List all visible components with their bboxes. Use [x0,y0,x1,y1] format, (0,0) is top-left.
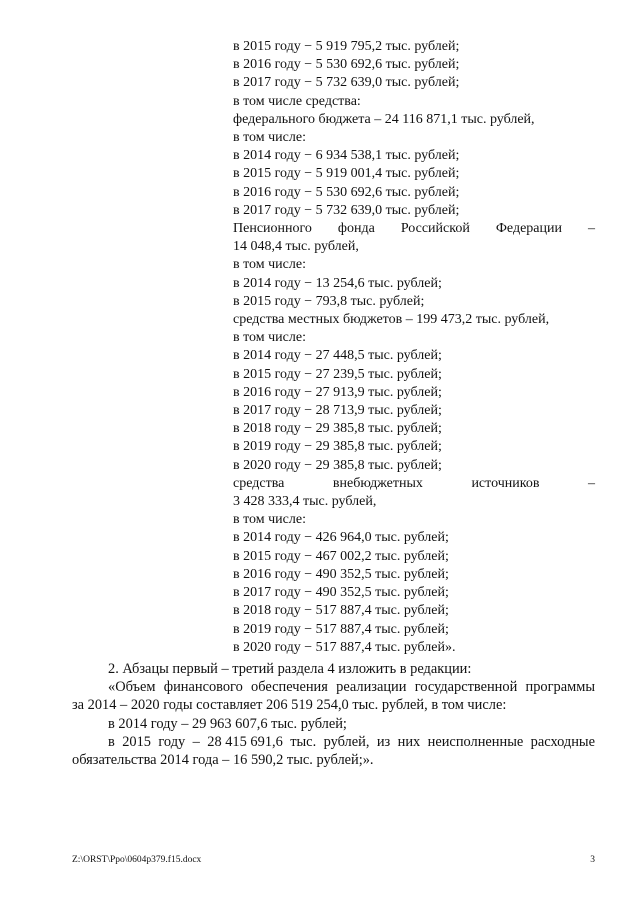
word: в [108,733,115,750]
word: средства [233,475,285,491]
extrabudgetary-line [233,475,595,493]
funding-line: в 2016 году − 490 352,5 тыс. рублей; [233,566,449,582]
word: «Объем [108,679,156,696]
funding-line: в том числе: [233,257,306,273]
funding-line: в 2015 году − 793,8 тыс. рублей; [233,293,425,309]
year-2014-line: в 2014 году – 29 963 607,6 тыс. рублей; [108,715,347,732]
word: – [588,221,595,237]
word: государственной [414,679,518,696]
word: обеспечения [251,679,328,696]
year-2015-line-2: обязательства 2014 года – 16 590,2 тыс. рублей;». [72,752,374,769]
funding-line: в 2019 году − 517 887,4 тыс. рублей; [233,621,449,637]
word: фонда [337,221,375,237]
funding-line: в 2018 году − 517 887,4 тыс. рублей; [233,603,449,619]
funding-line: в том числе: [233,130,306,146]
word: рублей, [323,733,370,750]
funding-line: в 2016 году − 5 530 692,6 тыс. рублей; [233,57,460,73]
page-number: 3 [590,855,595,865]
item-2-heading: 2. Абзацы первый – третий раздела 4 изложить в редакции: [108,661,472,677]
funding-line: в 2017 году − 5 732 639,0 тыс. рублей; [233,75,460,91]
funding-line: в том числе: [233,330,306,346]
funding-line: в 2017 году − 490 352,5 тыс. рублей; [233,585,449,601]
word: неисполненные [427,733,524,750]
funding-line: в 2015 году − 27 239,5 тыс. рублей; [233,366,442,382]
file-path: Z:\ORST\Ppo\0604p379.f15.docx [72,855,202,865]
word: Российской [400,221,470,237]
funding-line: в 2014 году − 6 934 538,1 тыс. рублей; [233,148,460,164]
word: из [376,733,391,750]
funding-line: в 2019 году − 29 385,8 тыс. рублей; [233,439,442,455]
word: – [587,475,595,491]
funding-line: в 2017 году − 5 732 639,0 тыс. рублей; [233,202,460,218]
section-4-amendment [72,660,595,769]
funding-line: в 2018 году − 29 385,8 тыс. рублей; [233,421,442,437]
funding-line: 14 048,4 тыс. рублей, [233,239,359,255]
word: году [158,733,186,750]
word: Пенсионного [233,221,312,237]
page-footer [72,855,595,865]
funding-line: федерального бюджета – 24 116 871,1 тыс. рублей, [233,111,535,127]
funding-line: в 2014 году − 13 254,6 тыс. рублей; [233,275,442,291]
word: внебюджетных [332,475,423,491]
word: 2015 [122,733,151,750]
word: программы [525,679,595,696]
funding-line: в том числе: [233,512,306,528]
funding-line: в 2016 году − 27 913,9 тыс. рублей; [233,384,442,400]
word: финансового [163,679,243,696]
word: реализации [336,679,407,696]
funding-line: в 2015 году − 5 919 795,2 тыс. рублей; [233,39,460,54]
word: тыс. [290,733,317,750]
year-2015-line [72,733,595,751]
quote-line-1 [72,678,595,696]
word: них [397,733,421,750]
word: источников [471,475,540,491]
funding-list [233,38,595,657]
funding-line: в 2016 году − 5 530 692,6 тыс. рублей; [233,184,460,200]
funding-line: в 2014 году − 426 964,0 тыс. рублей; [233,530,449,546]
word: 28 415 691,6 [207,733,283,750]
pension-fund-line [233,220,595,238]
word: Федерации [495,221,562,237]
funding-line: в 2014 году − 27 448,5 тыс. рублей; [233,348,442,364]
word: расходные [530,733,595,750]
word: – [192,733,200,750]
funding-line: 3 428 333,4 тыс. рублей, [233,494,377,510]
funding-line: в 2020 году − 517 887,4 тыс. рублей». [233,639,456,655]
funding-line: в 2020 году − 29 385,8 тыс. рублей; [233,457,442,473]
funding-line: в том числе средства: [233,93,361,109]
funding-line: в 2015 году − 467 002,2 тыс. рублей; [233,548,449,564]
funding-line: средства местных бюджетов – 199 473,2 тыс. рублей, [233,312,550,328]
quote-line-2: за 2014 – 2020 годы составляет 206 519 254,0 тыс. рублей, в том числе: [72,697,507,714]
funding-line: в 2017 году − 28 713,9 тыс. рублей; [233,403,442,419]
funding-line: в 2015 году − 5 919 001,4 тыс. рублей; [233,166,460,182]
